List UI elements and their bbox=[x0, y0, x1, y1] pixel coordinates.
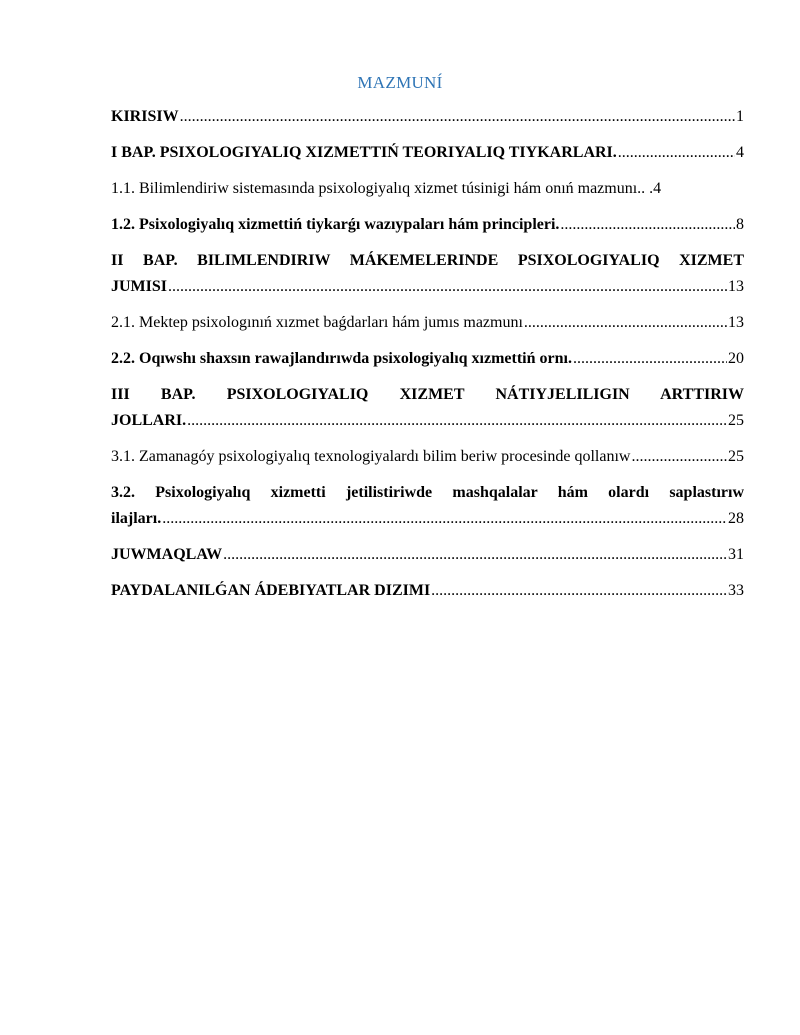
toc-row bbox=[111, 578, 744, 604]
toc-entry-section-2-1[interactable] bbox=[111, 310, 744, 336]
toc-page-number: 31 bbox=[728, 546, 744, 563]
toc-entry-title-line: 3.2. Psixologiyalıq xizmetti jetilistiriwde mashqalalar hám olardı saplastırıw bbox=[111, 484, 744, 501]
toc-page-number: 33 bbox=[728, 582, 744, 599]
toc-entry-chapter-3[interactable] bbox=[111, 382, 744, 434]
toc-row bbox=[111, 140, 744, 166]
toc-row bbox=[111, 274, 744, 300]
toc-entry-section-3-2[interactable] bbox=[111, 480, 744, 532]
toc-entry-title: 1.2. Psixologiyalıq xizmettiń tiykarǵı wazıypaları hám principleri. bbox=[111, 216, 560, 233]
toc-entry-juwmaqlaw[interactable] bbox=[111, 542, 744, 568]
toc-entry-kirisiw[interactable] bbox=[111, 104, 744, 130]
dot-leader bbox=[560, 212, 735, 238]
toc-entry-title: I BAP. PSIXOLOGIYALIQ XIZMETTIŃ TEORIYALIQ TIYKARLARI. bbox=[111, 144, 617, 161]
toc-row bbox=[111, 310, 744, 336]
toc-entry-title: PAYDALANILǴAN ÁDEBIYATLAR DIZIMI bbox=[111, 582, 431, 599]
toc-row bbox=[111, 506, 744, 532]
toc-page-number: .4 bbox=[649, 180, 662, 197]
toc-entry-title-line: II BAP. BILIMLENDIRIW MÁKEMELERINDE PSIXOLOGIYALIQ XIZMET bbox=[111, 252, 744, 269]
toc-row bbox=[111, 408, 744, 434]
toc-entry-title: ilajları. bbox=[111, 510, 162, 527]
dot-leader bbox=[524, 310, 727, 336]
dot-leader bbox=[180, 104, 735, 130]
dot-leader bbox=[187, 408, 727, 434]
dot-leader bbox=[223, 542, 727, 568]
toc-row bbox=[111, 104, 744, 130]
toc-entry-chapter-2[interactable] bbox=[111, 248, 744, 300]
dot-leader bbox=[431, 578, 727, 604]
toc-entry-section-2-2[interactable] bbox=[111, 346, 744, 372]
table-of-contents bbox=[111, 104, 744, 614]
toc-entry-title: 3.1. Zamanagóy psixologiyalıq texnologiyalardı bilim beriw procesinde qollanıw bbox=[111, 448, 631, 465]
toc-row bbox=[111, 346, 744, 372]
toc-entry-title: KIRISIW bbox=[111, 108, 179, 125]
toc-entry-section-1-1[interactable] bbox=[111, 176, 744, 202]
toc-entry-title: JUWMAQLAW bbox=[111, 546, 223, 563]
toc-page-number: 20 bbox=[728, 350, 744, 367]
dot-leader bbox=[168, 274, 727, 300]
toc-row bbox=[111, 444, 744, 470]
dot-leader bbox=[573, 346, 727, 372]
toc-entry-section-1-2[interactable] bbox=[111, 212, 744, 238]
toc-page-number: 8 bbox=[736, 216, 744, 233]
toc-page-number: 25 bbox=[728, 448, 744, 465]
toc-page-number: 13 bbox=[728, 314, 744, 331]
toc-entry-chapter-1[interactable] bbox=[111, 140, 744, 166]
toc-page-number: 1 bbox=[736, 108, 744, 125]
toc-entry-title: JOLLARI. bbox=[111, 412, 187, 429]
toc-row bbox=[111, 176, 744, 202]
toc-page-number: 28 bbox=[728, 510, 744, 527]
dot-leader bbox=[618, 140, 735, 166]
toc-row bbox=[111, 542, 744, 568]
dot-leader bbox=[162, 506, 727, 532]
toc-entry-section-3-1[interactable] bbox=[111, 444, 744, 470]
toc-entry-title: 2.2. Oqıwshı shaxsın rawajlandırıwda psixologiyalıq xızmettiń ornı. bbox=[111, 350, 572, 367]
toc-entry-title: 2.1. Mektep psixologınıń xızmet baǵdarları hám jumıs mazmunı bbox=[111, 314, 523, 331]
page-title: MAZMUNÍ bbox=[357, 73, 443, 92]
toc-entry-title-line: III BAP. PSIXOLOGIYALIQ XIZMET NÁTIYJELILIGIN ARTTIRIW bbox=[111, 386, 744, 403]
toc-page-number: 13 bbox=[728, 278, 744, 295]
toc-entry-title: 1.1. Bilimlendiriw sistemasında psixologiyalıq xizmet túsinigi hám onıń mazmunı.. bbox=[111, 180, 646, 197]
toc-row bbox=[111, 212, 744, 238]
toc-entry-references[interactable] bbox=[111, 578, 744, 604]
toc-page-number: 25 bbox=[728, 412, 744, 429]
toc-page-number: 4 bbox=[736, 144, 744, 161]
toc-entry-title: JUMISI bbox=[111, 278, 168, 295]
dot-leader bbox=[631, 444, 727, 470]
